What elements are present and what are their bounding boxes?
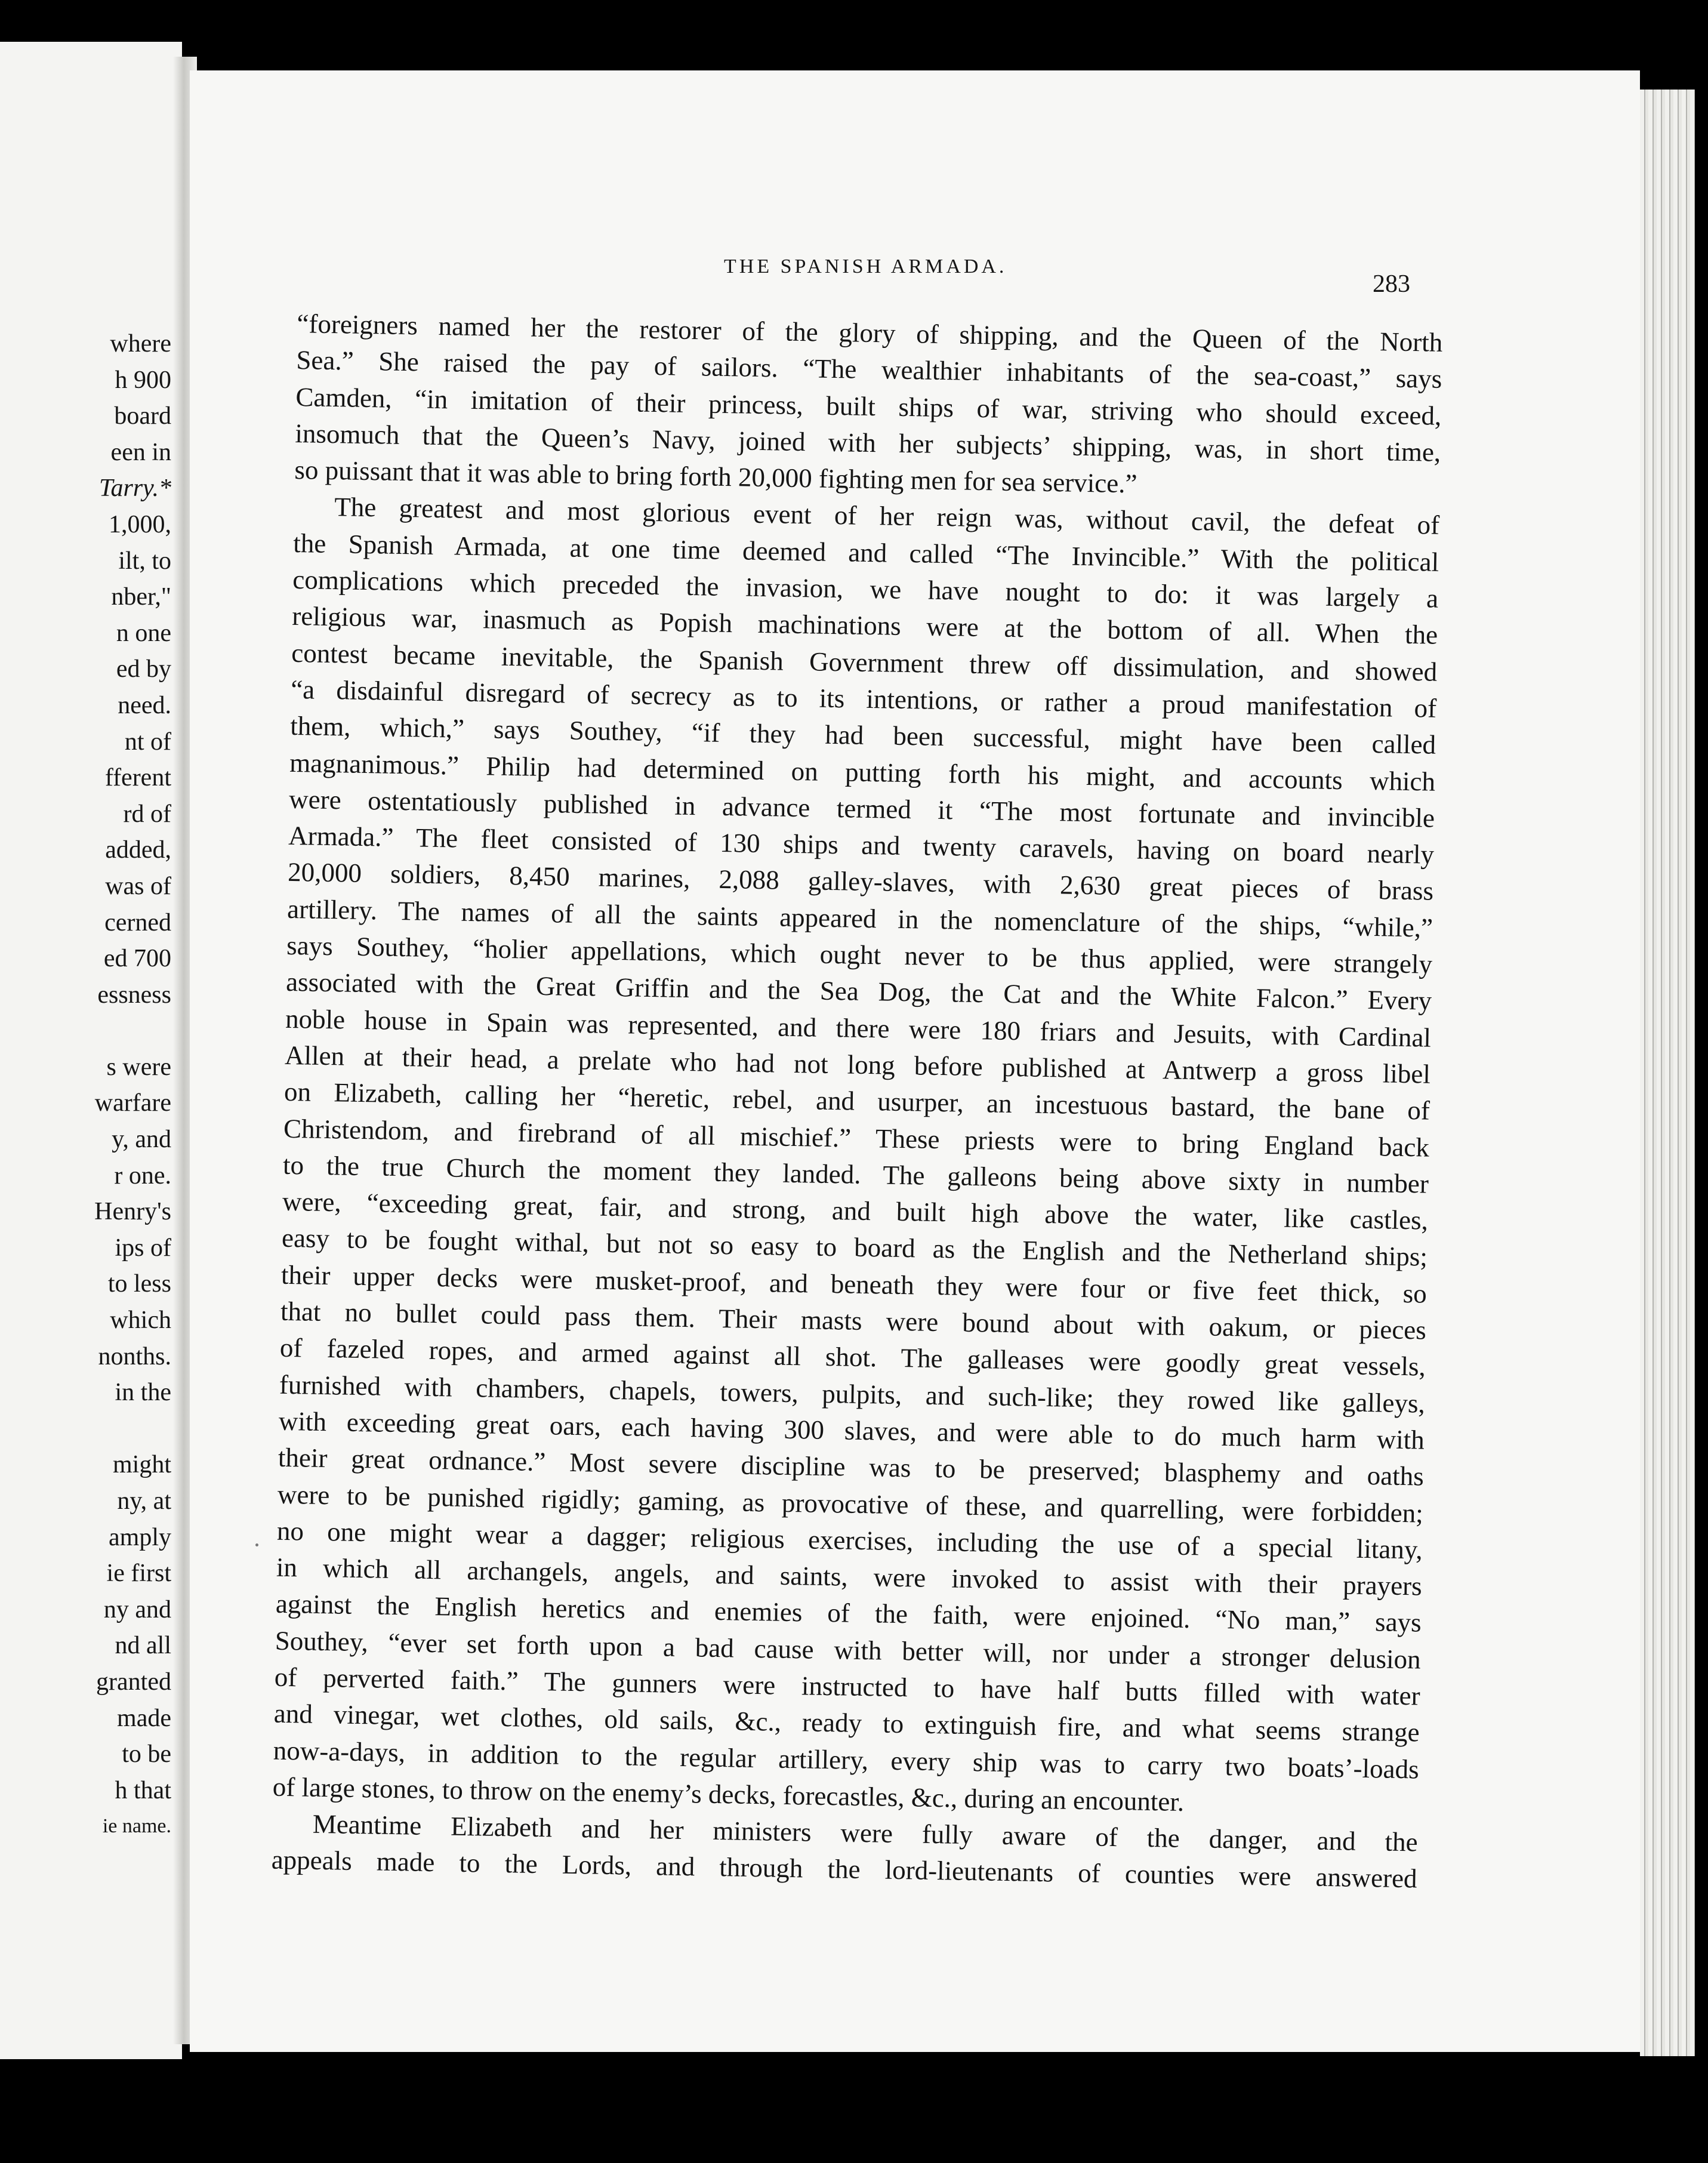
text-line: of large stones, to throw on the enemy’s decks, forecastles, &c., during an encounter. bbox=[272, 1771, 1185, 1817]
left-line: need. bbox=[118, 691, 171, 719]
running-head: THE SPANISH ARMADA. bbox=[724, 255, 1007, 278]
text-line: were to be punished rigidly; gaming, as provocative of these, and quarrelling, were forbidden; bbox=[277, 1479, 1424, 1529]
page-number: 283 bbox=[1373, 270, 1410, 298]
text-line: against the English heretics and enemies of the faith, were enjoined. “No man,” says bbox=[275, 1589, 1422, 1638]
left-line: n one bbox=[116, 619, 171, 647]
text-line: on Elizabeth, calling her “heretic, rebel, and usurper, an incestuous bastard, the bane of bbox=[283, 1077, 1430, 1126]
text-line: Christendom, and firebrand of all mischief.” These priests were to bring England back bbox=[283, 1113, 1430, 1163]
text-line: furnished with chambers, chapels, towers, pulpits, and such-like; they rowed like galleys, bbox=[279, 1369, 1426, 1419]
left-line: ny and bbox=[103, 1595, 171, 1623]
left-line: might bbox=[112, 1451, 171, 1479]
left-line: y, and bbox=[112, 1126, 171, 1154]
text-line: now-a-days, in addition to the regular artillery, every ship was to carry two boats’-loads bbox=[273, 1735, 1420, 1785]
text-line: their great ordnance.” Most severe discipline was to be preserved; blasphemy and oaths bbox=[278, 1442, 1425, 1492]
left-line: in the bbox=[115, 1379, 171, 1407]
text-line: in which all archangels, angels, and saints, were invoked to assist with their prayers bbox=[276, 1552, 1423, 1601]
left-line: fferent bbox=[104, 764, 171, 792]
left-line: een in bbox=[110, 438, 171, 466]
left-line: ed 700 bbox=[103, 945, 171, 973]
text-line: so puissant that it was able to bring forth 20,000 fighting men for sea service.” bbox=[294, 455, 1137, 499]
body-text bbox=[271, 306, 1442, 1897]
text-line: magnanimous.” Philip had determined on putting forth his might, and accounts which bbox=[289, 747, 1436, 797]
left-line: essness bbox=[97, 981, 171, 1009]
text-line: and vinegar, wet clothes, old sails, &c., ready to extinguish fire, and what seems strange bbox=[273, 1698, 1420, 1748]
left-line: granted bbox=[96, 1668, 171, 1696]
left-page-text bbox=[94, 326, 182, 1845]
page-edges bbox=[1640, 90, 1695, 2056]
left-line: Henry's bbox=[94, 1198, 171, 1226]
left-line: ie name. bbox=[102, 1815, 171, 1838]
left-line: nt of bbox=[124, 728, 171, 756]
text-line: contest became inevitable, the Spanish Government threw off dissimulation, and showed bbox=[291, 637, 1438, 687]
left-line: to less bbox=[107, 1270, 171, 1298]
text-line: Meantime Elizabeth and her ministers were fully aware of the danger, and the bbox=[312, 1808, 1418, 1857]
left-line: where bbox=[110, 330, 171, 358]
text-line: them, which,” says Southey, “if they had been successful, might have been called bbox=[289, 711, 1436, 760]
text-line: Sea.” She raised the pay of sailors. “The wealthier inhabitants of the sea-coast,” says bbox=[296, 345, 1442, 395]
text-line: with exceeding great oars, each having 300 slaves, and were able to do much harm with bbox=[278, 1406, 1425, 1455]
text-line: of fazeled ropes, and armed against all shot. The galleases were goodly great vessels, bbox=[279, 1333, 1426, 1382]
text-line: associated with the Great Griffin and the Sea Dog, the Cat and the White Falcon.” Every bbox=[285, 967, 1432, 1016]
left-line: ie first bbox=[106, 1560, 171, 1588]
left-line-gap bbox=[94, 1013, 182, 1049]
left-line: cerned bbox=[104, 908, 171, 936]
text-line: The greatest and most glorious event of her reign was, without cavil, the defeat of bbox=[334, 492, 1440, 541]
left-line: board bbox=[114, 402, 171, 430]
left-line: h 900 bbox=[115, 366, 171, 394]
text-line: Camden, “in imitation of their princess, built ships of war, striving who should exceed, bbox=[295, 381, 1442, 431]
text-line: 20,000 soldiers, 8,450 marines, 2,088 galley-slaves, with 2,630 great pieces of brass bbox=[287, 857, 1434, 907]
left-line: which bbox=[110, 1307, 171, 1335]
left-line: rd of bbox=[123, 800, 171, 828]
left-page bbox=[0, 42, 182, 2059]
text-line: artillery. The names of all the saints appeared in the nomenclature of the ships, “while,” bbox=[286, 893, 1433, 943]
text-line: their upper decks were musket-proof, and beneath they were four or five feet thick, so bbox=[280, 1259, 1428, 1309]
text-line: were ostentatiously published in advance termed it “The most fortunate and invincible bbox=[288, 784, 1435, 833]
left-line: ips of bbox=[115, 1234, 171, 1262]
text-line: “a disdainful disregard of secrecy as to its intentions, or rather a proud manifestation of bbox=[290, 674, 1437, 723]
text-line: says Southey, “holier appellations, which ought never to be thus applied, were strangely bbox=[286, 930, 1433, 979]
left-line: made bbox=[117, 1704, 171, 1732]
text-line: Southey, “ever set forth upon a bad cause with better will, nor under a stronger delusion bbox=[275, 1625, 1422, 1675]
text-line: were, “exceeding great, fair, and strong, and built high above the water, like castles, bbox=[282, 1186, 1429, 1235]
text-line: Armada.” The fleet consisted of 130 ships and twenty caravels, having on board nearly bbox=[288, 821, 1435, 870]
left-line: 1,000, bbox=[109, 510, 171, 538]
left-line-gap bbox=[94, 1411, 182, 1447]
text-line: to the true Church the moment they landed. The galleons being above sixty in number bbox=[282, 1150, 1429, 1199]
text-line: “foreigners named her the restorer of the glory of shipping, and the Queen of the North bbox=[297, 308, 1443, 358]
text-line: the Spanish Armada, at one time deemed and called “The Invincible.” With the political bbox=[292, 528, 1439, 577]
left-line: nd all bbox=[115, 1632, 171, 1660]
text-line: religious war, inasmuch as Popish machinations were at the bottom of all. When the bbox=[291, 601, 1438, 651]
left-line: amply bbox=[109, 1523, 171, 1551]
left-line: ed by bbox=[116, 655, 171, 683]
text-line: noble house in Spain was represented, and there were 180 friars and Jesuits, with Cardinal bbox=[285, 1003, 1432, 1053]
left-line: ilt, to bbox=[118, 547, 171, 575]
left-line: h that bbox=[115, 1776, 171, 1804]
text-line: insomuch that the Queen’s Navy, joined with her subjects’ shipping, was, in short time, bbox=[295, 418, 1441, 467]
text-line: appeals made to the Lords, and through the lord-lieutenants of counties were answered bbox=[271, 1845, 1417, 1894]
left-line: added, bbox=[105, 836, 171, 864]
text-line: no one might wear a dagger; religious exercises, including the use of a special litany, bbox=[276, 1515, 1423, 1565]
left-line: r one. bbox=[114, 1161, 171, 1190]
left-line: was of bbox=[105, 872, 171, 900]
text-line: easy to be fought withal, but not so easy to board as the English and the Netherland ships; bbox=[281, 1223, 1428, 1272]
left-line: s were bbox=[106, 1053, 171, 1081]
left-line: to be bbox=[122, 1740, 171, 1768]
text-line: of perverted faith.” The gunners were instructed to have half butts filled with water bbox=[274, 1662, 1421, 1711]
left-line: Tarry.* bbox=[98, 474, 171, 503]
left-line: nonths. bbox=[98, 1342, 171, 1370]
margin-speck bbox=[255, 1543, 258, 1546]
text-line: Allen at their head, a prelate who had not long before published at Antwerp a gross libel bbox=[284, 1040, 1431, 1089]
text-line: that no bullet could pass them. Their masts were bound about with oakum, or pieces bbox=[280, 1296, 1427, 1345]
left-line: warfare bbox=[94, 1089, 171, 1117]
text-line: complications which preceded the invasion, we have nought to do: it was largely a bbox=[292, 565, 1439, 614]
left-line: nber," bbox=[111, 583, 171, 611]
left-line: ny, at bbox=[117, 1487, 171, 1515]
